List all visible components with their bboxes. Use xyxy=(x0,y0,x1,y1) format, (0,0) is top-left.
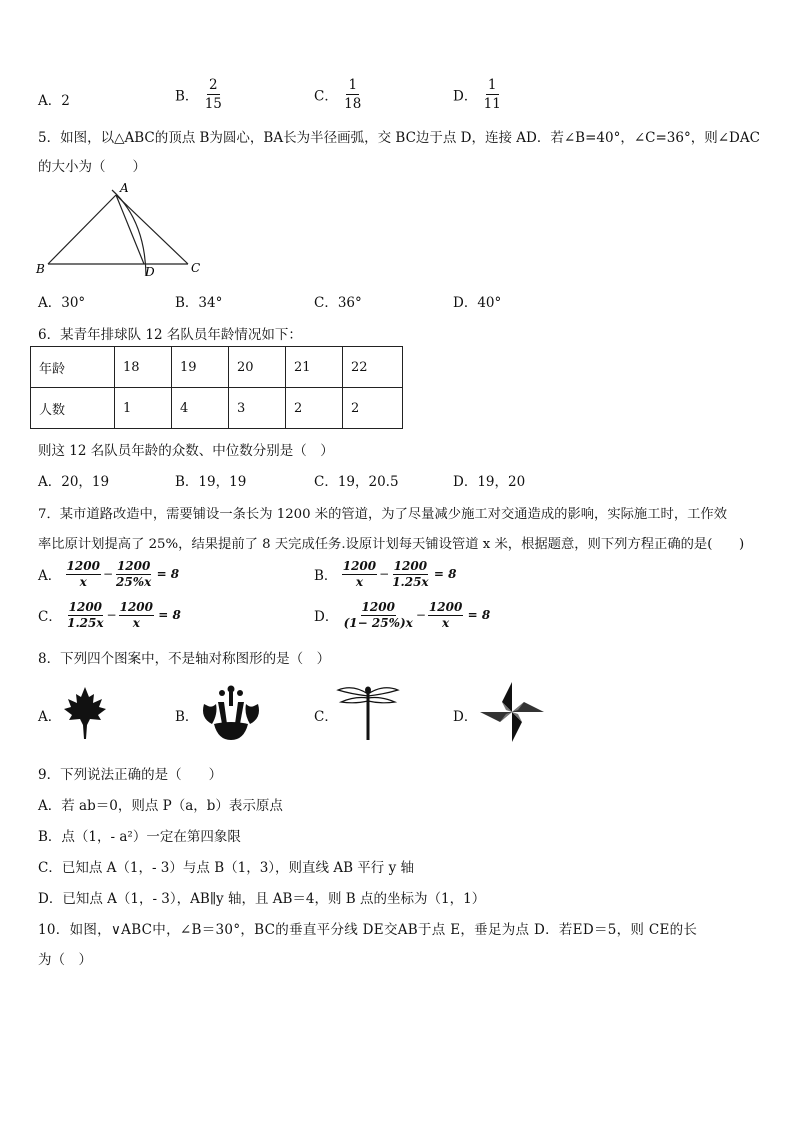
numerator: 1200 xyxy=(119,600,153,614)
minus-sign: − xyxy=(102,566,114,581)
q4-option-d xyxy=(453,78,503,111)
q4-option-c-label: C． xyxy=(314,88,338,105)
q4-option-b-fraction xyxy=(203,78,224,111)
q5-stem-line1: 5．如图，以△ABC的顶点 B为圆心，BA长为半径画弧，交 BC边于点 D，连接 AD．若∠B=40°，∠C=36°，则∠DAC xyxy=(38,130,760,146)
table-cell: 人数 xyxy=(31,388,115,429)
denominator: x xyxy=(79,574,87,589)
table-cell: 19 xyxy=(172,347,229,388)
denominator: x xyxy=(132,615,140,630)
fraction xyxy=(66,601,104,629)
q7-option-c xyxy=(38,601,181,629)
denominator: 1.25x xyxy=(67,615,104,630)
q6-option-d: D．19，20 xyxy=(453,474,526,490)
denominator: x xyxy=(442,615,450,630)
table-cell: 3 xyxy=(229,388,286,429)
table-row xyxy=(31,388,403,429)
table-cell: 21 xyxy=(286,347,343,388)
arc-bd xyxy=(112,190,146,275)
table-cell: 22 xyxy=(343,347,403,388)
ornamental-flower-icon xyxy=(198,684,264,742)
numerator: 1200 xyxy=(68,600,103,614)
fraction xyxy=(391,560,429,588)
q4-option-d-fraction xyxy=(482,78,503,111)
numerator: 1200 xyxy=(342,559,377,573)
q6-question: 则这 12 名队员年龄的众数、中位数分别是（ ） xyxy=(38,443,334,459)
q8-stem: 8．下列四个图案中，不是轴对称图形的是（ ） xyxy=(38,651,331,667)
label-c: C xyxy=(191,261,201,275)
q9-option-c: C．已知点 A（1，- 3）与点 B（1，3），则直线 AB 平行 y 轴 xyxy=(38,860,415,876)
q7-option-b-label: B． xyxy=(314,568,338,585)
denominator: 15 xyxy=(204,96,222,113)
equation-rhs: = 8 xyxy=(156,567,180,582)
q9-stem: 9．下列说法正确的是（ ） xyxy=(38,767,223,783)
q4-option-d-label: D． xyxy=(453,88,478,105)
q10-stem-line1: 10．如图，∨ABC中，∠B＝30°，BC的垂直平分线 DE交AB于点 E，垂足为点 D．若ED＝5，则 CE的长 xyxy=(38,922,698,938)
table-cell: 4 xyxy=(172,388,229,429)
numerator: 1 xyxy=(486,78,499,95)
table-cell: 2 xyxy=(343,388,403,429)
age-table xyxy=(30,346,403,429)
q8-option-d-label: D． xyxy=(453,709,478,725)
fraction xyxy=(119,601,154,629)
equation-rhs: = 8 xyxy=(433,567,457,582)
maple-leaf-icon xyxy=(62,685,108,741)
fraction xyxy=(342,560,377,588)
fraction xyxy=(343,601,414,629)
q6-option-c: C．19，20.5 xyxy=(314,474,399,490)
q5-option-b: B．34° xyxy=(175,295,223,311)
q10-stem-line2: 为（ ） xyxy=(38,952,92,968)
q4-option-b xyxy=(175,78,224,111)
numerator: 1200 xyxy=(66,559,100,573)
label-d: D xyxy=(145,265,155,279)
fraction xyxy=(66,560,101,588)
label-b: B xyxy=(36,262,45,276)
q4-option-c xyxy=(314,78,363,111)
denominator: (1− 25%)x xyxy=(343,615,413,630)
q9-option-a: A．若 ab＝0，则点 P（a，b）表示原点 xyxy=(38,798,283,814)
q5-stem-line2: 的大小为（ ） xyxy=(38,159,146,175)
side-ac xyxy=(116,195,188,264)
segment-ad xyxy=(116,195,144,264)
q8-option-b-label: B． xyxy=(175,709,199,725)
label-a: A xyxy=(120,181,129,195)
numerator: 2 xyxy=(207,78,220,95)
q8-option-a-label: A． xyxy=(38,709,62,725)
q9-option-b: B．点（1，- a²）一定在第四象限 xyxy=(38,829,241,845)
q7-stem-line2: 率比原计划提高了 25%，结果提前了 8 天完成任务.设原计划每天铺设管道 x 米，根据题意，则下列方程正确的是( ) xyxy=(38,537,745,552)
q7-option-a-label: A． xyxy=(38,568,62,585)
q7-stem-line1: 7．某市道路改造中，需要铺设一条长为 1200 米的管道，为了尽量减少施工对交通造成的影响，实际施工时，工作效 xyxy=(38,507,728,522)
q9-option-d: D．已知点 A（1，- 3），AB∥y 轴，且 AB＝4，则 B 点的坐标为（1，1） xyxy=(38,891,486,907)
side-ab xyxy=(48,195,116,264)
minus-sign: − xyxy=(379,566,390,581)
q6-option-a: A．20，19 xyxy=(38,474,110,490)
minus-sign: − xyxy=(106,607,117,622)
equation-rhs: = 8 xyxy=(158,608,181,623)
numerator: 1200 xyxy=(361,600,395,614)
q5-option-c: C．36° xyxy=(314,295,362,311)
denominator: 18 xyxy=(344,96,362,113)
q6-stem: 6．某青年排球队 12 名队员年龄情况如下： xyxy=(38,327,302,343)
table-cell: 年龄 xyxy=(31,347,115,388)
pinwheel-icon xyxy=(478,680,546,744)
numerator: 1200 xyxy=(428,600,463,614)
q7-option-d-label: D． xyxy=(314,609,339,626)
numerator: 1200 xyxy=(393,559,428,573)
q7-option-d xyxy=(314,601,490,629)
denominator: 11 xyxy=(483,96,501,113)
q5-triangle-figure xyxy=(30,180,220,280)
numerator: 1 xyxy=(346,78,359,95)
dragonfly-icon xyxy=(335,682,401,742)
q7-option-b xyxy=(314,560,456,588)
q4-option-c-fraction xyxy=(342,78,363,111)
q4-option-a: A．2 xyxy=(38,93,70,109)
numerator: 1200 xyxy=(116,559,151,573)
minus-sign: − xyxy=(415,607,426,622)
q5-option-a: A．30° xyxy=(38,295,86,311)
denominator: x xyxy=(355,574,363,589)
fraction xyxy=(428,601,463,629)
q7-option-c-label: C． xyxy=(38,609,62,626)
q7-option-a xyxy=(38,560,179,588)
denominator: 25%x xyxy=(116,574,152,589)
q5-option-d: D．40° xyxy=(453,295,502,311)
fraction xyxy=(115,560,152,588)
table-cell: 18 xyxy=(115,347,172,388)
q4-option-b-label: B． xyxy=(175,88,199,105)
table-cell: 2 xyxy=(286,388,343,429)
q8-option-c-label: C． xyxy=(314,709,338,725)
equation-rhs: = 8 xyxy=(467,608,491,623)
q6-option-b: B．19，19 xyxy=(175,474,247,490)
table-cell: 1 xyxy=(115,388,172,429)
table-cell: 20 xyxy=(229,347,286,388)
denominator: 1.25x xyxy=(392,574,429,589)
table-row xyxy=(31,347,403,388)
